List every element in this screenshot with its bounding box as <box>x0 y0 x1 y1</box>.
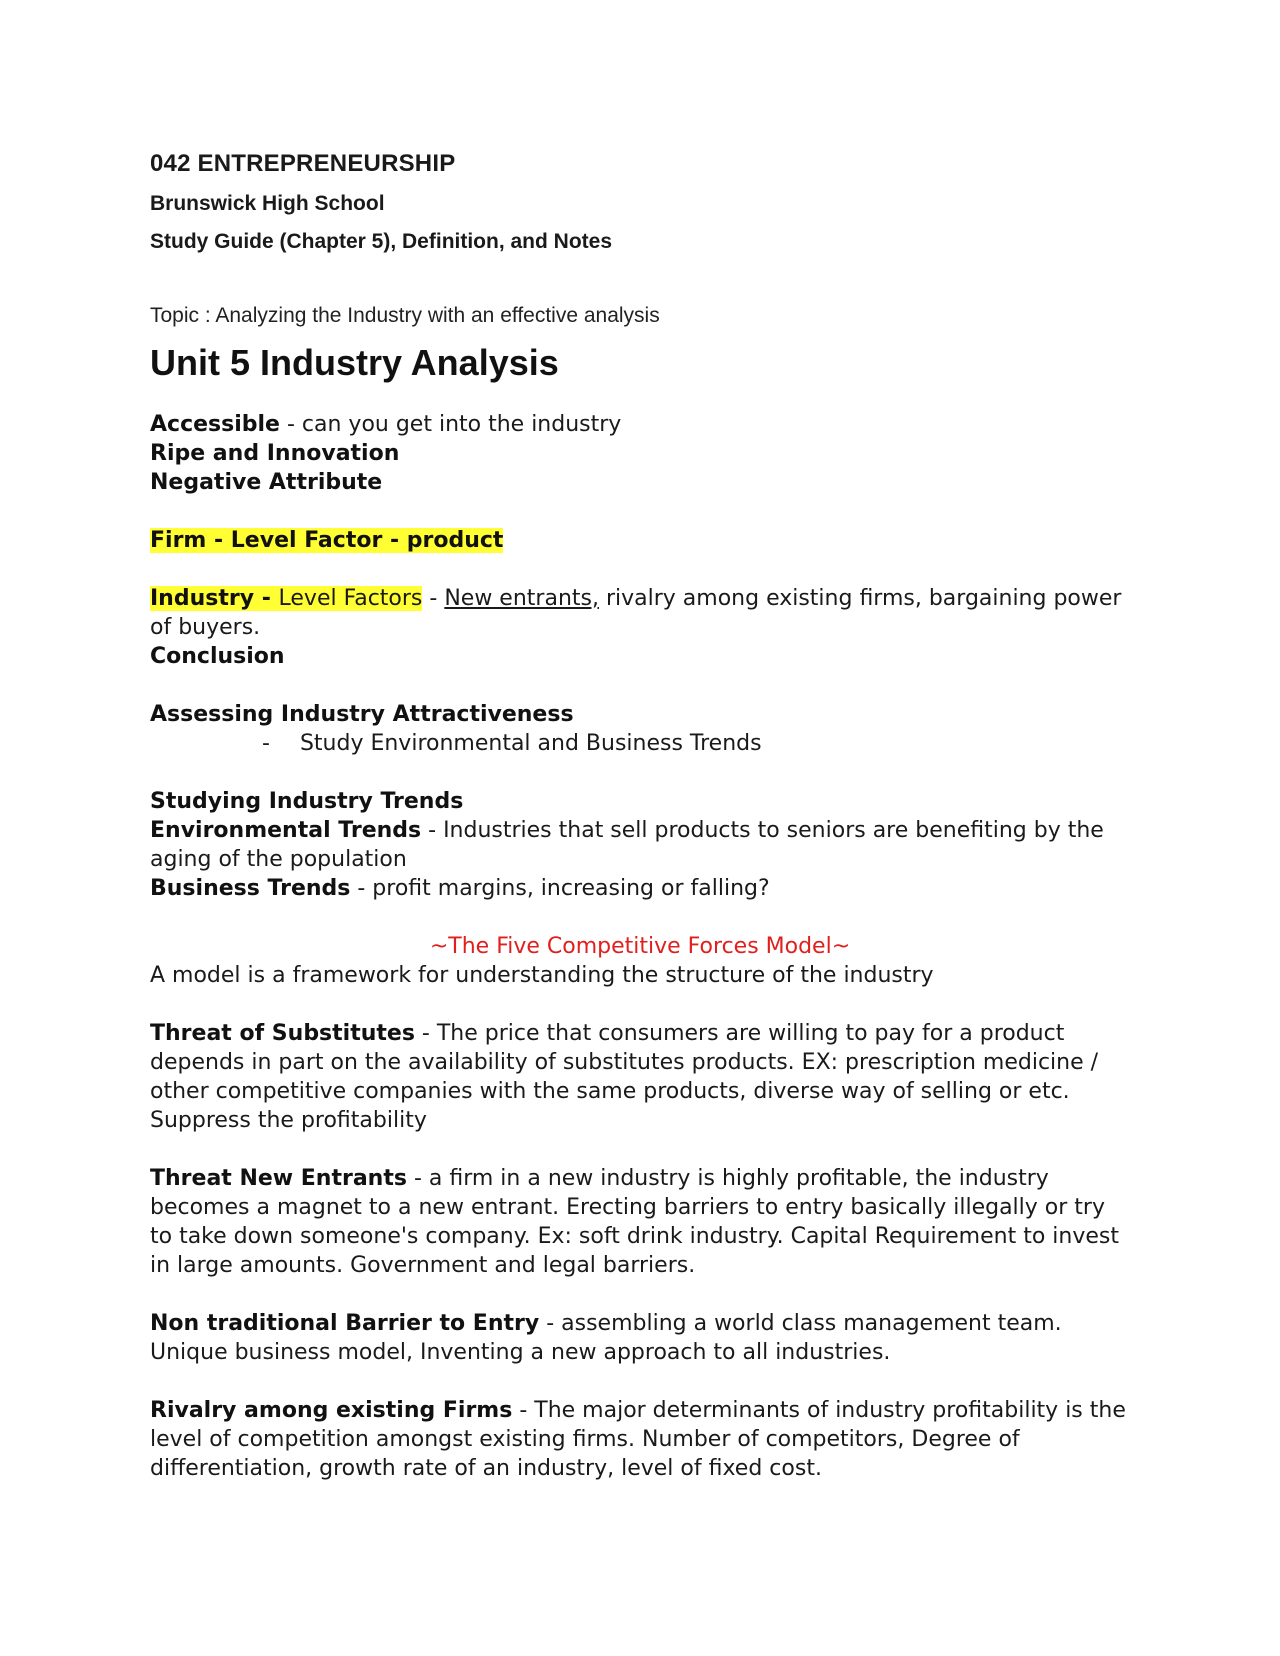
definition-threat-of-substitutes <box>150 1019 1130 1135</box>
spacer <box>150 903 1130 932</box>
industry-level-highlight <box>150 586 422 611</box>
ripe-line: Ripe and Innovation <box>150 441 400 466</box>
definition-term: Threat New Entrants <box>150 1166 407 1191</box>
industry-level-term-bold: Industry - <box>150 586 279 611</box>
business-trends-def: - profit margins, increasing or falling? <box>350 876 770 901</box>
course-title: 042 ENTREPRENEURSHIP <box>150 150 456 177</box>
conclusion-line: Conclusion <box>150 644 285 669</box>
industry-level-rest: rivalry among existing firms, bargaining power of buyers. <box>150 586 1122 640</box>
environmental-trends-def: - Industries that sell products to seniors are benefiting by the aging of the population <box>150 818 1104 872</box>
environmental-trends-term: Environmental Trends <box>150 818 422 843</box>
spacer <box>150 1135 1130 1164</box>
study-guide-title: Study Guide (Chapter 5), Definition, and Notes <box>150 230 613 253</box>
spacer <box>150 1280 1130 1309</box>
firm-level-line <box>150 526 1130 555</box>
accessible-line <box>150 410 1130 439</box>
spacer <box>150 1367 1130 1396</box>
spacer <box>150 671 1130 700</box>
school-name: Brunswick High School <box>150 192 385 215</box>
definition-text: - a firm in a new industry is highly profitable, the industry becomes a magnet to a new entrant. Erecting barriers to entry basically illegally or try to take down someone's company. Ex: soft drink industry. Capital Requirement to invest in large amounts. Government and legal barriers. <box>150 1166 1119 1278</box>
trends-title: Studying Industry Trends <box>150 789 464 814</box>
spacer <box>150 758 1130 787</box>
accessible-def: - can you get into the industry <box>279 412 622 437</box>
business-trends-term: Business Trends <box>150 876 351 901</box>
firm-level-highlight: Firm - Level Factor - product <box>150 528 504 553</box>
negative-line: Negative Attribute <box>150 470 383 495</box>
unit-title: Unit 5 Industry Analysis <box>150 342 559 383</box>
environmental-trends-line <box>150 816 1130 874</box>
assessing-title: Assessing Industry Attractiveness <box>150 702 574 727</box>
spacer <box>150 497 1130 526</box>
definition-term: Non traditional Barrier to Entry <box>150 1311 540 1336</box>
topic-line: Topic : Analyzing the Industry with an effective analysis <box>150 304 660 327</box>
assessing-list-item <box>150 729 1130 758</box>
definition-term: Rivalry among existing Firms <box>150 1398 513 1423</box>
spacer <box>150 990 1130 1019</box>
accessible-term: Accessible <box>150 412 280 437</box>
five-forces-subtitle: A model is a framework for understanding the structure of the industry <box>150 963 934 988</box>
document-page <box>150 150 1130 1483</box>
definition-text: - The major determinants of industry profitability is the level of competition amongst existing firms. Number of competitors, Degree of differentiation, growth rate of an industry, level of fixed cost. <box>150 1398 1126 1481</box>
new-entrants-underlined: New entrants, <box>444 586 599 611</box>
definition-text: - The price that consumers are willing to pay for a product depends in part on the availability of substitutes products. EX: prescription medicine / other competitive companies with the same products, diverse way of selling or etc. Suppress the profitability <box>150 1021 1099 1133</box>
assessing-item-text: Study Environmental and Business Trends <box>299 731 762 756</box>
list-dash: - <box>262 731 270 756</box>
industry-level-line <box>150 584 1130 642</box>
definition-rivalry-existing-firms <box>150 1396 1130 1483</box>
definition-text: - assembling a world class management team. Unique business model, Inventing a new approach to all industries. <box>150 1311 1062 1365</box>
industry-level-term-rest: Level Factors <box>278 586 423 611</box>
business-trends-line <box>150 874 1130 903</box>
definition-threat-new-entrants <box>150 1164 1130 1280</box>
five-forces-title: ~The Five Competitive Forces Model~ <box>429 934 851 959</box>
spacer <box>150 555 1130 584</box>
industry-level-sep: - <box>422 586 445 611</box>
definition-term: Threat of Substitutes <box>150 1021 415 1046</box>
definition-non-traditional-barrier <box>150 1309 1130 1367</box>
